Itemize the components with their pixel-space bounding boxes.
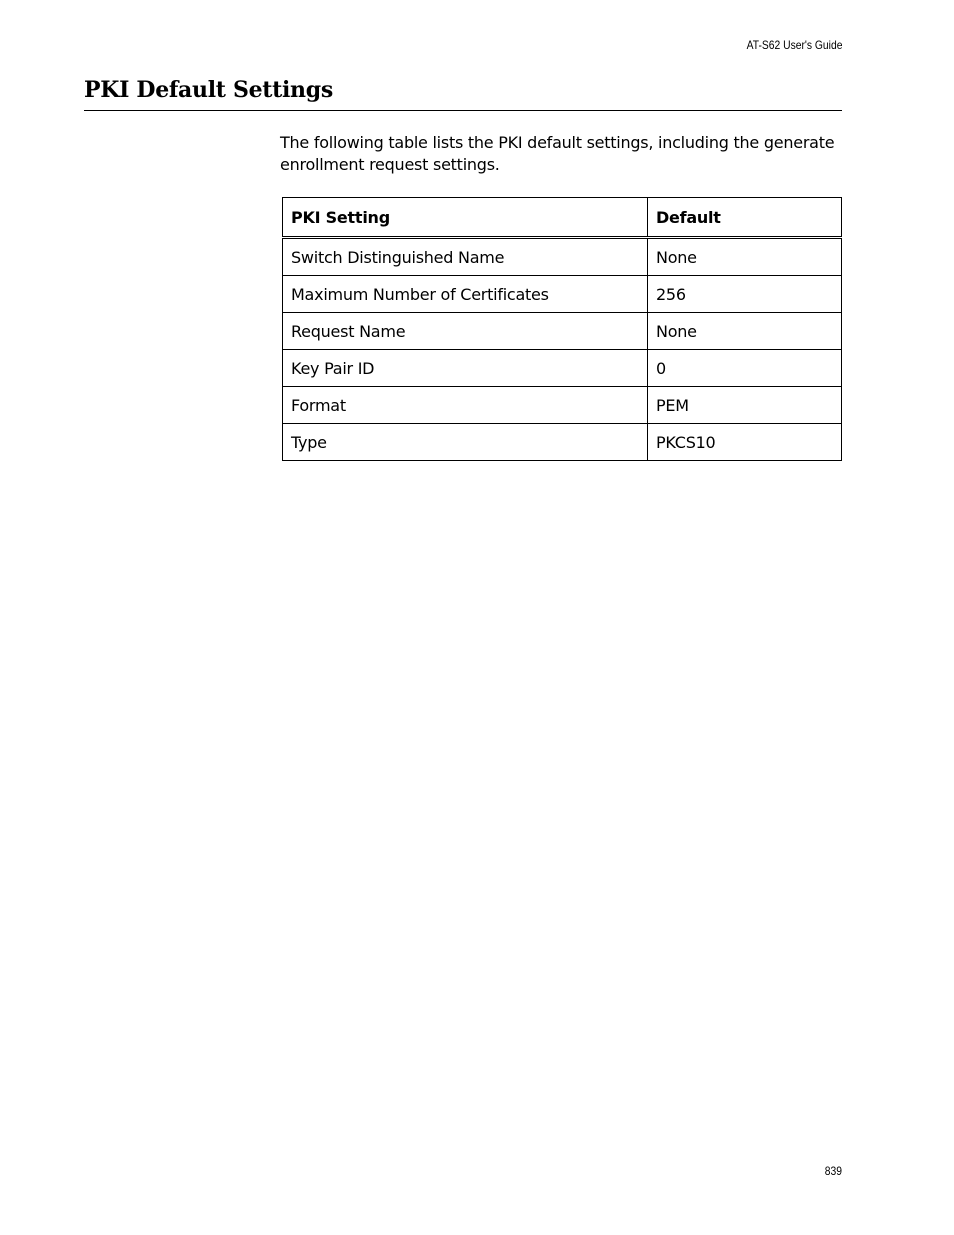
title-rule (84, 110, 842, 111)
default-cell: None (648, 313, 842, 350)
setting-cell: Type (283, 424, 648, 461)
section-title: PKI Default Settings (84, 77, 333, 103)
table-row (283, 350, 842, 387)
column-header-setting: PKI Setting (283, 198, 648, 238)
table-row (283, 238, 842, 276)
default-cell: 256 (648, 276, 842, 313)
default-cell: PEM (648, 387, 842, 424)
setting-cell: Maximum Number of Certificates (283, 276, 648, 313)
setting-cell: Format (283, 387, 648, 424)
default-cell: PKCS10 (648, 424, 842, 461)
setting-cell: Key Pair ID (283, 350, 648, 387)
table-row (283, 387, 842, 424)
table-row (283, 424, 842, 461)
running-header: AT-S62 User's Guide (746, 38, 842, 52)
table-row (283, 313, 842, 350)
default-cell: 0 (648, 350, 842, 387)
column-header-default: Default (648, 198, 842, 238)
page-number: 839 (824, 1164, 842, 1178)
intro-paragraph: The following table lists the PKI default settings, including the generate enrollment request settings. (280, 133, 835, 174)
table-header-row (283, 198, 842, 238)
table-row (283, 276, 842, 313)
setting-cell: Request Name (283, 313, 648, 350)
setting-cell: Switch Distinguished Name (283, 238, 648, 276)
default-cell: None (648, 238, 842, 276)
pki-defaults-table (282, 197, 842, 461)
